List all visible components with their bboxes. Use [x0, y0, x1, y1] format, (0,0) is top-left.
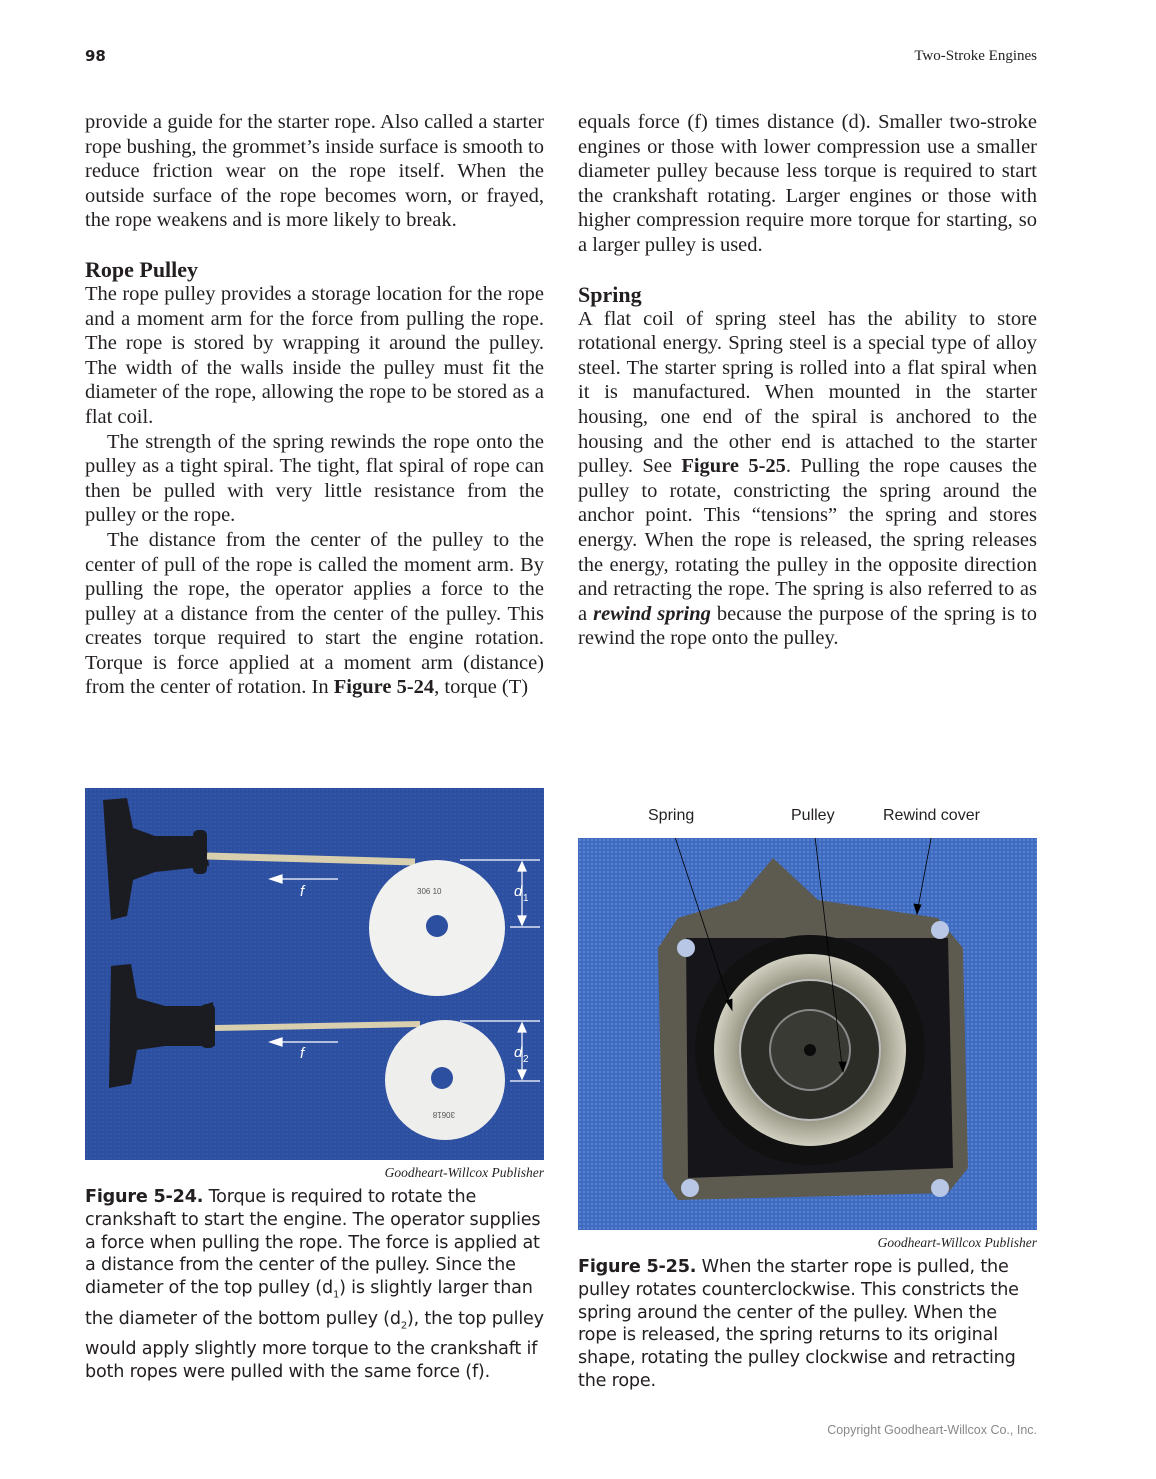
- photo-credit: Goodheart-Willcox Publisher: [877, 1235, 1037, 1250]
- figure-reference[interactable]: Figure 5-25: [681, 455, 786, 478]
- paragraph: provide a guide for the starter rope. Also called a starter rope bushing, the grommet’s inside surface is smooth to reduce friction wear on the rope itself. When the outside surface of the rope becomes worn, or frayed, the rope weakens and is more likely to break.: [85, 111, 544, 232]
- callout-pulley: Pulley: [791, 807, 835, 824]
- text: A flat coil of spring steel has the ability to store rotational energy. Spring steel is a special type of alloy steel. The starter spring is rolled into a flat spiral when it is manufactured. When mounted in the starter housing, one end of the spiral is anchored to the housing and the other end is attached to the starter pulley. See: [578, 307, 1037, 478]
- photo-credit: Goodheart-Willcox Publisher: [384, 1165, 544, 1180]
- text: , torque (T): [434, 676, 529, 699]
- right-column: [578, 110, 1037, 651]
- text: because the purpose of the spring is to rewind the rope onto the pulley.: [578, 602, 1038, 650]
- subscript: 1: [332, 1289, 340, 1301]
- figure-5-25-photo: [578, 838, 1037, 1230]
- force-label: f: [300, 883, 305, 900]
- figure-5-25-caption: [578, 1256, 1040, 1393]
- text: ) is slightly larger than the diameter of the bottom pulley (d: [85, 1278, 533, 1329]
- text: Torque is required to rotate the crankshaft to start the engine. The operator supplies a force when pulling the rope. The force is applied at a distance from the center of the pulley. Since the diameter of the top pulley (d: [85, 1187, 541, 1299]
- text: . Pulling the rope causes the pulley to rotate, constricting the spring around the anchor point. This “tensions” the spring and stores energy. When the rope is released, the spring releases the energy, rotating the pulley in the opposite direction and retracting the rope. The spring is also referred to as a: [578, 455, 1037, 625]
- d2-label: d: [514, 1044, 523, 1061]
- pulley-marking: 30618: [432, 1110, 455, 1119]
- subscript: 2: [400, 1320, 407, 1332]
- paragraph: equals force (f) times distance (d). Smaller two-stroke engines or those with lower compression use a smaller diameter pulley because less torque is required to start the crankshaft rotating. Larger engines or those with higher compression require more torque for starting, so a larger pulley is used.: [578, 111, 1037, 256]
- section-heading-rope-pulley: Rope Pulley: [85, 256, 199, 282]
- paragraph: The strength of the spring rewinds the rope onto the pulley as a tight spiral. The tight, flat spiral of rope can then be pulled with very little resistance from the pulley or the rope.: [85, 430, 544, 527]
- key-term: rewind spring: [593, 602, 711, 625]
- d2-subscript: 2: [523, 1054, 529, 1065]
- callout-rewind-cover: Rewind cover: [883, 807, 980, 824]
- d1-subscript: 1: [523, 893, 529, 904]
- d1-label: d: [514, 883, 523, 900]
- paragraph: [578, 307, 1037, 651]
- copyright-notice: Copyright Goodheart-Willcox Co., Inc.: [827, 1423, 1037, 1437]
- paragraph: [85, 528, 544, 700]
- callout-spring: Spring: [648, 807, 695, 824]
- figure-5-24-photo: [85, 788, 544, 1160]
- section-heading-spring: Spring: [578, 281, 642, 307]
- text: When the starter rope is pulled, the pulley rotates counterclockwise. This constricts the spring around the center of the pulley. When the rope is released, the spring returns to its original shape, rotating the pulley clockwise and retracting the rope.: [578, 1257, 1019, 1391]
- running-head: Two-Stroke Engines: [914, 48, 1037, 64]
- page-number: 98: [85, 47, 106, 65]
- figure-reference[interactable]: Figure 5-24: [333, 676, 435, 699]
- pulley-marking: 306 10: [417, 887, 442, 896]
- text: ), the top pulley would apply slightly more torque to the crankshaft if both ropes were pulled with the same force (f).: [85, 1308, 544, 1382]
- force-label: f: [300, 1045, 305, 1062]
- paragraph: The rope pulley provides a storage location for the rope and a moment arm for the force from pulling the rope. The rope is stored by wrapping it around the pulley. The width of the walls inside the pulley must fit the diameter of the rope, allowing the rope to be stored as a flat coil.: [85, 282, 544, 428]
- caption-label: Figure 5-24.: [85, 1187, 204, 1207]
- text: The distance from the center of the pulley to the center of pull of the rope is called the moment arm. By pulling the rope, the operator applies a force to the pulley at a distance from the center of the pulley. This creates torque required to start the engine rotation. Torque is force applied at a moment arm (distance) from the center of rotation. In: [85, 528, 544, 699]
- figure-5-24-caption: [85, 1186, 547, 1383]
- caption-label: Figure 5-25.: [578, 1257, 697, 1277]
- left-column: [85, 110, 544, 700]
